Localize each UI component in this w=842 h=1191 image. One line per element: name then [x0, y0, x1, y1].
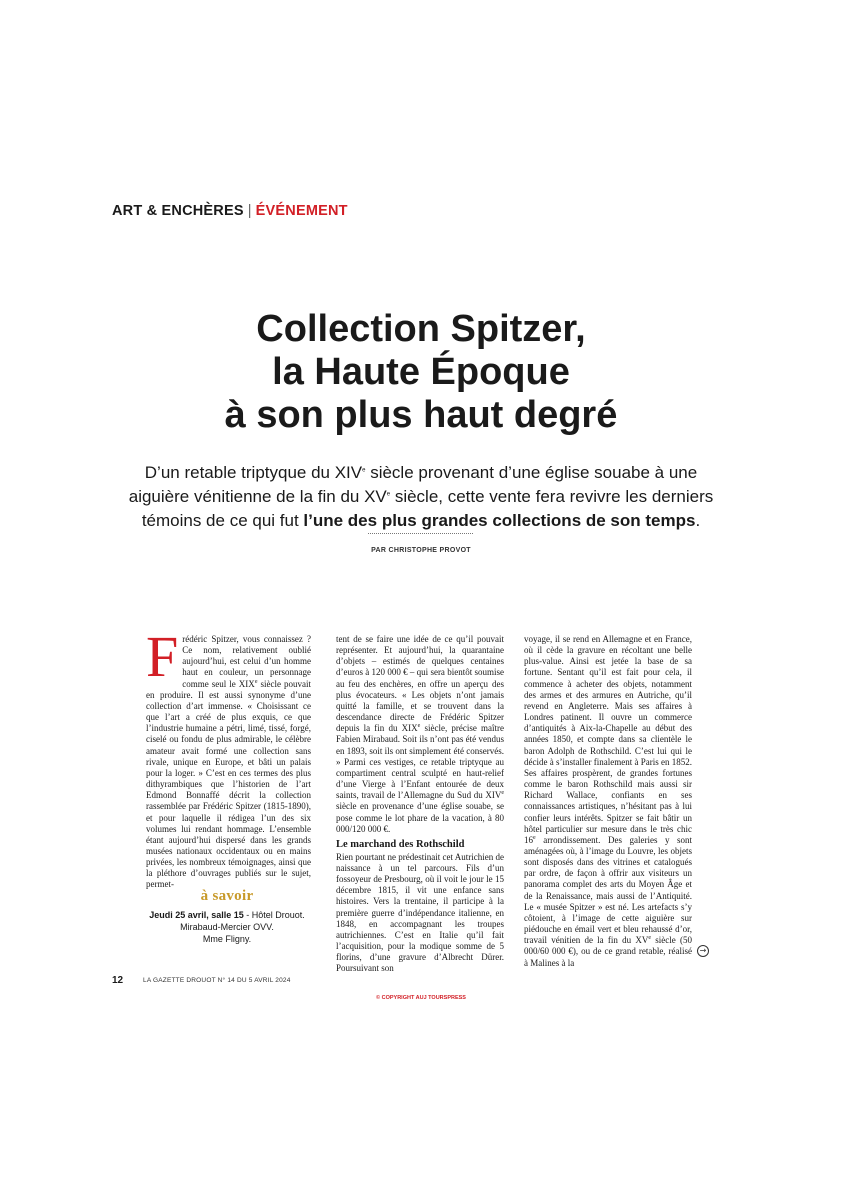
- standfirst-line-1: D’un retable triptyque du XIVe siècle provenant d’une église souabe à une: [144, 463, 698, 482]
- article-column-2: [336, 634, 504, 975]
- continue-arrow-icon: →: [697, 945, 709, 957]
- rubric-section: ART & ENCHÈRES: [112, 203, 244, 219]
- article-paragraph: Frédéric Spitzer, vous connaissez ? Ce nom, relativement oublié aujourd’hui, est celui d’un homme haut en couleur, un personnage comme seul le XIXe siècle pouvait en produire. Il est aussi synonyme d’une collection d’art immense. « Choisissant ce que l’art a créé de plus exquis, ce que l’industrie humaine a pétri, limé, tissé, forgé, ciselé ou fondu de plus admirable, le célèbre amateur avait formé une collection sans rivale, unique en Europe, et bâti un palais pour la loger. » C’est en ces termes des plus dithyrambiques que l’historien de l’art Edmond Bonnaffé décrit la collection rassemblée par Frédéric Spitzer (1815-1890), et pour laquelle il rédigea l’un des six volumes lui rendant hommage. L’ensemble étant aujourd’hui dispersé dans les grands musées nationaux occidentaux ou en mains privées, les nombreux témoignages, ainsi que la pléthore d’ouvrages publiés sur le sujet, permet-: [146, 624, 312, 890]
- copyright-notice: © COPYRIGHT AUJ TOURSPRESS: [376, 995, 466, 1001]
- subheading: Le marchand des Rothschild: [336, 838, 465, 850]
- byline: PAR CHRISTOPHE PROVOT: [371, 547, 471, 554]
- info-box-auction-house: Mirabaud-Mercier OVV.: [180, 922, 274, 932]
- rubric-category: ÉVÉNEMENT: [255, 203, 348, 219]
- article-paragraph: tent de se faire une idée de ce qu’il pouvait représenter. Et aujourd’hui, la quarantaine d’objets – estimés de quelques centaines d’euros à 120 000 € – qui sera bientôt soumise au feu des enchères, en offre un aperçu des plus évocateurs. « Les objets n’ont jamais quitté la famille, et se trouvent dans la descendance directe de Frédéric Spitzer depuis la fin du XIXe siècle, précise maître Fabien Mirabaud. Soit ils n’ont pas été vendus en 1893, soit ils ont simplement été conservés. » Parmi ces vestiges, ce retable triptyque au compartiment central sculpté en haut-relief d’une Vierge à l’Enfant entourée de deux saints, travail de l’Allemagne du Sud du XIVe siècle en provenance d’une église souabe, se pose comme le lot phare de la vacation, à 80 000/120 000 €.: [336, 634, 504, 834]
- journal-reference: LA GAZETTE DROUOT N° 14 DU 5 AVRIL 2024: [143, 977, 291, 984]
- section-rubric: [112, 203, 348, 219]
- drop-cap: F: [146, 624, 179, 689]
- headline-line-3: à son plus haut degré: [224, 394, 618, 436]
- article-column-3: [524, 634, 692, 969]
- article-paragraph: Rien pourtant ne prédestinait cet Autrichien de naissance à un tel parcours. Fils d’un fossoyeur de Presbourg, où il voit le jour le 15 décembre 1815, il vit une enfance sans histoires. Vers la trentaine, il participe à la première guerre d’indépendance italienne, en 1848, en accompagnant les troupes autrichiennes. C’est en Italie qu’il fait l’acquisition, pour la modique somme de 5 florins, d’une gravure d’Albrecht Dürer. Poursuivant son: [336, 851, 504, 974]
- headline-line-1: Collection Spitzer,: [256, 308, 586, 350]
- headline-line-2: la Haute Époque: [272, 351, 570, 393]
- article-column-1: [146, 624, 312, 891]
- rubric-separator: |: [247, 203, 252, 219]
- info-box-date-line: Jeudi 25 avril, salle 15 - Hôtel Drouot.: [149, 910, 305, 920]
- info-box-expert: Mme Fligny.: [202, 934, 252, 944]
- headline: [112, 308, 730, 437]
- article-paragraph: voyage, il se rend en Allemagne et en France, où il cède la gravure en récoltant une belle plus-value. Ainsi est jetée la base de sa fortune. Sentant qu’il est fait pour cela, il commence à acheter des objets, notamment des armes et des armures en Autriche, qu’il revend en Angleterre. Mais ses affaires à Londres patinent. Il ouvre un commerce d’antiquités à Aix-la-Chapelle au début des années 1850, et compte dans sa clientèle le baron Adolph de Rothschild. C’est lui qui le décide à s’installer finalement à Paris en 1852. Ses affaires prospèrent, de grandes fortunes comme le baron Rothschild mais aussi sir Richard Wallace, confiants en ses connaissances artistiques, n’hésitant pas à lui confier leurs intérêts. Spitzer se fait bâtir un hôtel particulier sur mesure dans le très chic 16e arrondissement. Des galeries y sont aménagées où, à l’image du Louvre, les objets sont disposés dans des vitrines et catalogués par ordre, de façon à offrir aux visiteurs un panorama complet des arts du Moyen Âge et de la Renaissance, mais aussi de l’Antiquité. Le « musée Spitzer » est né. Les artefacts s’y côtoient, à l’image de cette aiguière sur piédouche en émail vert et bleu rehaussé d’or, travail vénitien de la fin du XVe siècle (50 000/60 000 €), ou de ce grand retable, réalisé à Malines à la: [524, 634, 692, 968]
- standfirst-line-2: aiguière vénitienne de la fin du XVe siècle, cette vente fera revivre les derniers: [128, 487, 714, 506]
- dotted-divider: [368, 533, 473, 534]
- standfirst-line-3: témoins de ce qui fut l’une des plus grandes collections de son temps.: [141, 511, 701, 530]
- page-number: 12: [112, 975, 124, 986]
- info-box: [112, 888, 342, 945]
- standfirst-highlight: l’une des plus grandes collections de son temps: [303, 511, 696, 530]
- standfirst: [112, 461, 730, 533]
- info-box-title: à savoir: [200, 888, 254, 904]
